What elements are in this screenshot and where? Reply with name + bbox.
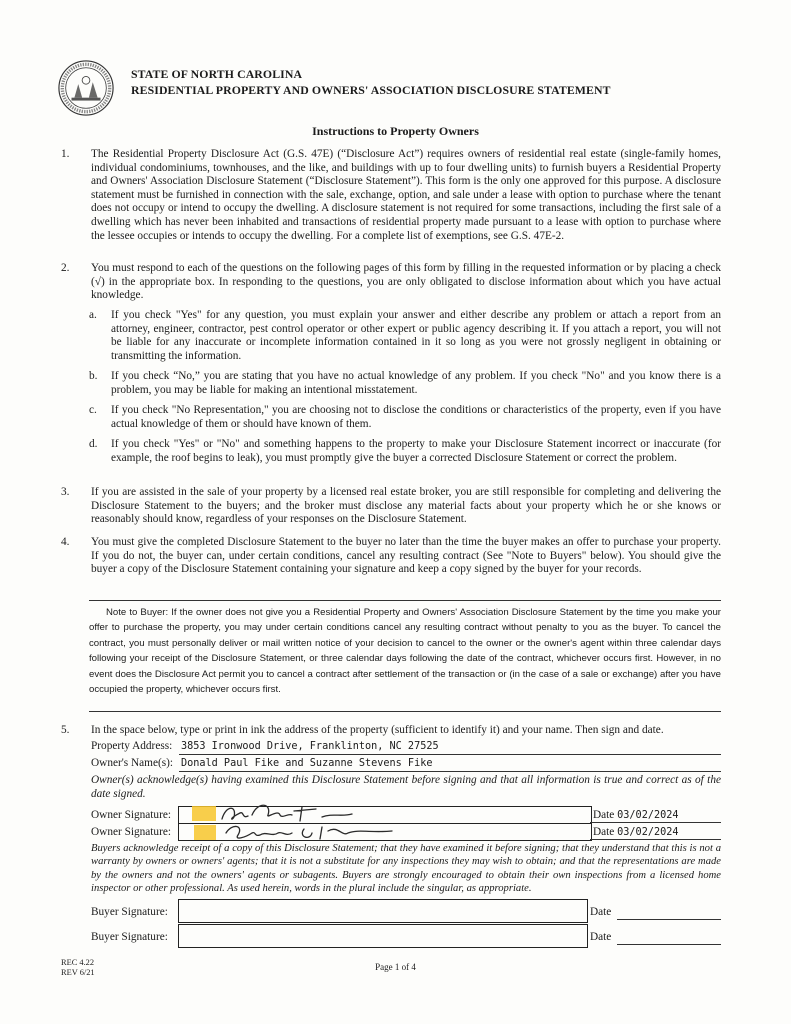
signature-owner-2 [226,826,392,839]
subitem-letter: d. [89,438,98,450]
property-address-value[interactable]: 3853 Ironwood Drive, Franklinton, NC 27525 [181,741,439,752]
note-to-buyer-text: Note to Buyer: If the owner does not give you a Residential Property and Owners' Association Disclosure Statement by the time you make your offer to purchase the property, you may under certain conditions cancel any resulting contract without penalty to you as the buyer. To cancel the contract, you must personally deliver or mail written notice of your decision to cancel to the owner or the owner's agent within three calendar days following your receipt of the Disclosure Statement, or three calendar days following the date of the contract, whichever occurs first. However, in no event does the Disclosure Act permit you to cancel a contract after settlement of the transaction or (in the case of a sale or exchange) after you have occupied the property, whichever occurs first. [89,607,721,696]
instruction-paragraph: You must give the completed Disclosure Statement to the buyer no later than the time the buyer makes an offer to purchase your property. If you do not, the buyer can, under certain conditions, cancel any resulting contract (See "Note to Buyers" below). You should give the buyer a copy of the Disclosure Statement containing your signature and keep a copy signed by the buyer for your records. [91,536,721,576]
property-address-underline [179,754,721,755]
date-label: Date [593,826,615,838]
form-code-text: REC 4.22 [61,958,95,967]
item-number: 4. [61,536,70,548]
item-number: 1. [61,148,70,160]
header-title: RESIDENTIAL PROPERTY AND OWNERS' ASSOCIATION DISCLOSURE STATEMENT [131,83,611,97]
item-number: 5. [61,724,70,736]
owner-signatures-drawing [182,803,592,843]
buyer-signature-field-1[interactable] [178,899,588,923]
subitem-paragraph: If you check “No,” you are stating that you have no actual knowledge of any problem. If you check "No" and you know there is a problem, you may be liable for making an intentional misstatement. [111,370,721,396]
subitem-paragraph: If you check "Yes" or "No" and something happens to the property to make your Disclosure Statement incorrect or inaccurate (for example, the roof begins to leak), you must promptly give the buyer a corrected Disclosure Statement or correct the problem. [111,438,721,464]
subitem-paragraph: If you check "No Representation," you are choosing not to disclose the conditions or characteristics of the property, even if you have actual knowledge of them or should have known of them. [111,404,721,430]
date-underline [617,944,721,945]
item5-instruction: In the space below, type or print in ink the address of the property (sufficient to identify it) and your name. Then sign and date. [91,724,664,736]
buyer-signature-field-2[interactable] [178,924,588,948]
date-label: Date [593,809,615,821]
buyer-date-label: Date [590,906,612,918]
page-number: Page 1 of 4 [375,962,416,972]
date-underline [590,839,721,840]
signature-highlight-flag [194,825,216,840]
subitem-letter: c. [89,404,97,416]
form-revision-text: REV 6/21 [61,967,95,977]
signature-highlight-flag [192,806,216,821]
instruction-paragraph: The Residential Property Disclosure Act (G.S. 47E) (“Disclosure Act”) requires owners of residential real estate (single-family homes, individual condominiums, townhouses, and the like, and buildings with up to four dwelling units) to furnish buyers a Residential Property and Owners' Association Disclosure Statement (“Disclosure Statement”). This form is the only one approved for this purpose. A disclosure statement must be furnished in connection with the sale, exchange, option, and sale under a lease with option to purchase where the tenant does not occupy or intend to occupy the dwelling. A disclosure statement is not required for some transactions, including the first sale of a dwelling which has never been inhabited and transactions of residential property made pursuant to a lease with option to purchase where the lessee occupies or intends to occupy the dwelling. For a complete list of exemptions, see G.S. 47E-2. [91,148,721,242]
signature-owner-1 [222,805,352,821]
date-underline [590,822,721,823]
owner-date-value[interactable]: 03/02/2024 [617,810,679,821]
document-header [131,66,611,98]
owner-signature-label: Owner Signature: [91,809,171,821]
subitem-letter: b. [89,370,98,382]
item-number: 2. [61,262,70,274]
instructions-title: Instructions to Property Owners [312,124,479,138]
owners-name-value[interactable]: Donald Paul Fike and Suzanne Stevens Fike [181,758,433,769]
owner-date-value[interactable]: 03/02/2024 [617,827,679,838]
note-bottom-rule [89,711,721,712]
property-address-label: Property Address: [91,740,173,752]
owners-name-underline [179,771,721,772]
owner-acknowledgement: Owner(s) acknowledge(s) having examined this Disclosure Statement before signing and that all information is true and correct as of the date signed. [91,774,721,800]
owner-date-label [593,826,679,838]
owner-date-label [593,809,679,821]
header-state: STATE OF NORTH CAROLINA [131,67,303,81]
item-number: 3. [61,486,70,498]
owners-name-label: Owner's Name(s): [91,757,174,769]
state-seal-icon [57,59,115,117]
instruction-paragraph: You must respond to each of the questions on the following pages of this form by filling in the requested information or by placing a check (√) in the appropriate box. In responding to the questions, you are only obligated to disclose information about which you have actual knowledge. [91,262,721,302]
buyer-date-label: Date [590,931,612,943]
date-underline [617,919,721,920]
buyer-signature-label: Buyer Signature: [91,931,168,943]
subitem-paragraph: If you check "Yes" for any question, you must explain your answer and either describe any problem or attach a report from an attorney, engineer, contractor, pest control operator or other expert or public agency describing it. If you attach a report, you will not be liable for any inaccurate or incomplete information contained in it so long as you were not grossly negligent in obtaining or transmitting the information. [111,309,721,362]
buyer-signature-label: Buyer Signature: [91,906,168,918]
buyer-acknowledgement: Buyers acknowledge receipt of a copy of this Disclosure Statement; that they have examined it before signing; that they understand that this is not a warranty by owners or owners' agents; that it is not a substitute for any inspections they may wish to obtain; and that the representations are made by the owners and not the owners' agents or subagents. Buyers are strongly encouraged to obtain their own inspections from a licensed home inspector or other professional. As used herein, words in the plural include the singular, as appropriate. [91,843,721,895]
note-to-buyer [89,605,721,697]
note-top-rule [89,600,721,601]
instruction-paragraph: If you are assisted in the sale of your property by a licensed real estate broker, you are still responsible for completing and delivering the Disclosure Statement to the buyers; and the broker must disclose any material facts about your property which he or she knows or reasonably should know, regardless of your responses on the Disclosure Statement. [91,486,721,526]
owner-signature-label: Owner Signature: [91,826,171,838]
subitem-letter: a. [89,309,97,321]
